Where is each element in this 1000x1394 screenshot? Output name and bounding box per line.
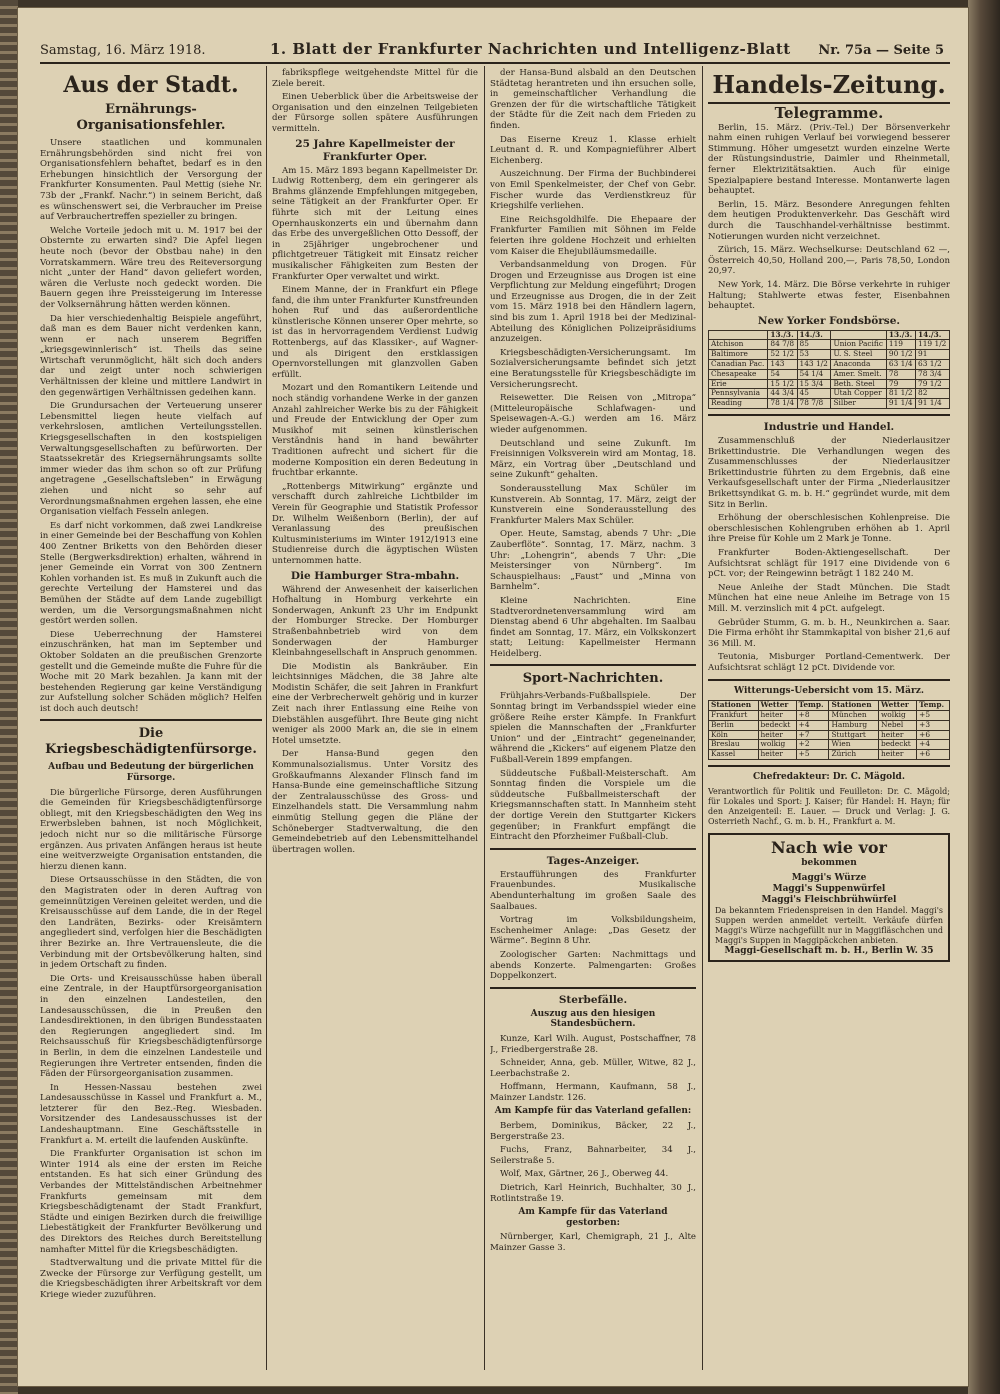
table-cell: 91 — [916, 350, 950, 360]
table-cell: Nebel — [878, 720, 916, 730]
sterbe-line: Wolf, Max, Gärtner, 26 J., Oberweg 44. — [500, 1169, 669, 1180]
section-divider — [40, 719, 262, 721]
column-4 — [708, 68, 950, 1374]
article-paragraph: Zoologischer Garten: Nachmittags und abends Konzerte. Palmengarten: Großes Doppelkonzert. — [490, 949, 696, 982]
table-cell: 78 7/8 — [797, 399, 831, 409]
table-cell: Reading — [709, 399, 768, 409]
table-cell: Silber — [831, 399, 886, 409]
page-right-edge — [968, 0, 1000, 1394]
table-header: Stationen — [829, 701, 879, 711]
table-cell: Amer. Smelt. — [831, 369, 886, 379]
table-header: 13./3. — [768, 330, 797, 340]
editor-line: Verantwortlich für Politik und Feuilleton: Dr. C. Mägold; für Lokales und Sport: J. Kaiser; für Handel: H. Hayn; für den Anzeigenteil: E. Lauer. — Druck und Verlag: J. G. Osterrieth Nachf., G. m. b. H., Frankfurt a. M. — [708, 786, 950, 826]
table-header: Temp. — [796, 701, 829, 711]
table-cell: 63 1/2 — [916, 360, 950, 370]
table-header: Temp. — [917, 701, 950, 711]
table-header: 13./3. — [886, 330, 915, 340]
table-cell: heiter — [758, 730, 796, 740]
table-cell: 79 1/2 — [916, 379, 950, 389]
table-cell: 90 1/2 — [886, 350, 915, 360]
table-cell: +2 — [796, 740, 829, 750]
section-divider — [708, 679, 950, 681]
article-paragraph: Am 15. März 1893 begann Kapellmeister Dr. Ludwig Rottenberg, dem ein geringerer als Brahms glänzende Empfehlungen mitgegeben, seine Tätigkeit an der Frankfurter Oper. Er führte sich mit der Leitung eines Opernhauskonzerts ein und übernahm dann das Erbe des unvergeßlichen Otto Dessoff, der in 25jähriger ungebrochener und pflichtgetreuer Tätigkeit mit Einsatz reicher musikalischer Fähigkeiten zum Besten der Frankfurter Oper verwaltet und wirkt. — [272, 165, 478, 282]
table-cell: +6 — [917, 750, 950, 760]
table-header-row — [709, 330, 950, 340]
table-cell: heiter — [758, 750, 796, 760]
table-cell: Köln — [709, 730, 759, 740]
table-cell: 63 1/4 — [886, 360, 915, 370]
sterbe-line: Dietrich, Karl Heinrich, Buchhalter, 30 J., Rotlintstraße 19. — [490, 1183, 696, 1204]
table-cell: Baltimore — [709, 350, 768, 360]
article-paragraph: Verbandsanmeldung von Drogen. Für Drogen und Erzeugnisse aus Drogen ist eine Verpflichtung zur Meldung eingeführt; Drogen und Erzeugnisse aus Drogen, die in der Zeit vom 15. März 1918 bei den Händlern lagern, sind bis zum 1. April 1918 bei der Medizinal-Abteilung des Königlichen Polizeipräsidiums anzuzeigen. — [490, 260, 696, 345]
table-cell: heiter — [878, 750, 916, 760]
sterbe-line: Berbem, Dominikus, Bäcker, 22 J., Bergerstraße 23. — [490, 1121, 696, 1142]
weather-table — [708, 700, 950, 760]
article-paragraph: Es darf nicht vorkommen, daß zwei Landkreise in einer Gemeinde bei der Beschaffung von Kohlen 400 Zentner Briketts von den Behörden dieser Stelle (Bergwerksdirektion) erhalten, während in jener Gemeinde ein Vorrat von 300 Zentnern Kohlen vorhanden ist. Es muß in Zukunft auch die gerechte Verteilung der Hamsterei und das Bemühen der Städte auf dem Lande zugebilligt werden, um die Versorgungsmaßnahmen nicht gestört werden sollen. — [40, 520, 262, 627]
article-paragraph: Zusammenschluß der Niederlausitzer Brikettindustrie. Die Verhandlungen wegen des Zusammenschlusses der Niederlausitzer Brikettindustrie führten zu dem Ergebnis, daß eine Verkaufsgesellschaft unter der Firma „Niederlausitzer Brikettsyndikat G. m. b. H.“ gegründet wurde, mit dem Sitz in Berlin. — [708, 436, 950, 510]
table-cell: Pennsylvania — [709, 389, 768, 399]
table-cell: heiter — [758, 710, 796, 720]
article-paragraph: Auszeichnung. Der Firma der Buchbinderei von Emil Spenkelmeister, der Chef von Gebr. Fischer wurde das Verdienstkreuz für Kriegshilfe verliehen. — [490, 169, 696, 212]
table-cell: 53 — [797, 350, 831, 360]
article-paragraph: Sonderausstellung Max Schüler im Kunstverein. Ab Sonntag, 17. März, zeigt der Kunstverein eine Sonderausstellung des Frankfurter Malers Max Schüler. — [490, 483, 696, 526]
table-row — [709, 710, 950, 720]
table-cell: 52 1/2 — [768, 350, 797, 360]
table-cell: 119 — [886, 340, 915, 350]
article-paragraph: der Hansa-Bund alsbald an den Deutschen Städtetag herantreten und ihn ersuchen solle, in gemeinschaftlicher Verhandlung die Grenzen der für die wirtschaftliche Tätigkeit der Städte für die Zeit nach dem Frieden zu finden. — [490, 68, 696, 131]
section-divider — [490, 664, 696, 666]
editor-line: Chefredakteur: Dr. C. Mägold. — [753, 771, 905, 782]
table-cell: Frankfurt — [709, 710, 759, 720]
table-cell: +6 — [917, 730, 950, 740]
article-paragraph: Kleine Nachrichten. Eine Stadtverordnetenversammlung wird am Dienstag abend 6 Uhr abgehalten. Im Saalbau findet am Sonntag, 17. März, ein Volkskonzert statt; Leitung: Kapellmeister Hermann Heidelberg. — [490, 595, 696, 659]
table-cell: Erie — [709, 379, 768, 389]
article-paragraph: In Hessen-Nassau bestehen zwei Landesausschüsse in Kassel und Frankfurt a. M., letzterer für den Bez.-Reg. Wiesbaden. Vorsitzender des Landesausschusses ist der Landeshauptmann. Eine Geschäftsstelle in Frankfurt a. M. erteilt die laufenden Auskünfte. — [40, 1082, 262, 1146]
ad-product: Maggi's Suppenwürfel — [772, 883, 886, 894]
table-cell: +7 — [796, 730, 829, 740]
ny-table-title: New Yorker Fondsbörse. — [757, 314, 901, 327]
table-cell: 54 — [768, 369, 797, 379]
ad-product: Maggi's Würze — [791, 872, 867, 883]
sport-title: Sport-Nachrichten. — [522, 671, 664, 687]
table-row — [709, 360, 950, 370]
article-paragraph: Unsere staatlichen und kommunalen Ernährungsbehörden sind nicht frei von Organisationsfehlern behaftet, bedarf es in den Erhebungen hinsichtlich der Versorgung der Frankfurter Konsumenten. Paul Mettig (siehe Nr. 73b der „Frankf. Nachr.“) in seinem Bericht, daß es wünschenswert sei, die Verbraucher im Preise auf Verbrauchertreffen spezieller zu bringen. — [40, 138, 262, 223]
article-paragraph: Einem Manne, der in Frankfurt ein Pflege fand, die ihm unter Frankfurter Kunstfreunden hohen Ruf und das außerordentliche künstlerische Können unserer Oper mehrte, so ist das in hervorragendem Verdienst Ludwig Rottenbergs, auf das Klassiker-, auf Wagner- und als Dirigent den erstklassigen Opernvorstellungen mit glanzvollen Gaben erfüllt. — [272, 285, 478, 380]
column-rule — [266, 66, 267, 1370]
table-row — [709, 740, 950, 750]
table-cell: Breslau — [709, 740, 759, 750]
table-cell: 82 — [916, 389, 950, 399]
table-cell: 44 3/4 — [768, 389, 797, 399]
table-row — [709, 730, 950, 740]
article-paragraph: Süddeutsche Fußball-Meisterschaft. Am Sonntag finden die Vorspiele um die süddeutsche Fußballmeisterschaft der Kriegsmannschaften statt. In Mannheim steht der dortige Verein den Stuttgarter Kickers gegenüber; in Frankfurt empfängt die Eintracht den Pforzheimer Fußball-Club. — [490, 768, 696, 843]
article-paragraph: Eine Reichsgoldhilfe. Die Ehepaare der Frankfurter Familien mit Söhnen im Felde feierten ihre goldene Hochzeit und erhielten vom Kaiser die Ehejubiläumsmedaille. — [490, 214, 696, 257]
masthead-page: Nr. 75a — Seite 5 — [818, 43, 944, 58]
article-paragraph: Da hier verschiedenhaltig Beispiele angeführt, daß man es dem Bauer nicht verdenken kann, wenn er nach unserem Begriffen „kriegsgewinnlerisch“ ist. Theils das seine Wirtschaft verunmöglicht, hält sich doch anders dar und zeigt unter noch schwierigen Verhältnissen der kleine und mittlere Landwirt in den gegenwärtigen Verhältnissen gedeihen kann. — [40, 313, 262, 398]
table-cell: Kassel — [709, 750, 759, 760]
table-cell: bedeckt — [878, 740, 916, 750]
sterbe-subheading: Am Kampfe für das Vaterland gestorben: — [518, 1207, 668, 1228]
section-divider — [708, 765, 950, 767]
sterbe-line: Kunze, Karl Wilh. August, Postschaffner, 78 J., Friedbergerstraße 28. — [490, 1033, 696, 1055]
article-paragraph: Zürich, 15. März. Wechselkurse: Deutschland 62 —, Österreich 40,50, Holland 200,—, Paris 78,50, London 20,97. — [708, 245, 950, 277]
column-rule — [484, 66, 485, 1370]
section-divider — [490, 848, 696, 850]
table-cell: Atchison — [709, 340, 768, 350]
table-row — [709, 399, 950, 409]
table-row — [709, 389, 950, 399]
article-paragraph: Das Eiserne Kreuz 1. Klasse erhielt Leutnant d. R. und Kompagnieführer Albert Eichenberg. — [490, 134, 696, 166]
page-left-edge — [0, 0, 18, 1394]
table-cell: Chesapeake — [709, 369, 768, 379]
table-cell: U. S. Steel — [831, 350, 886, 360]
article-paragraph: Diese Ortsausschüsse in den Städten, die von den Magistraten oder in deren Auftrag von gemeinnützigen Vereinen geleitet werden, und die Kreisausschüsse auf dem Lande, die in der Regel den Landräten, Bezirks- oder Kreisämtern angegliedert sind, verfolgen hier die Beschädigten ihrer Bezirke an. Ihre Vertrauensleute, die die Verbindung mit der Ortsbevölkerung halten, sind in jedem Ortschaft zu finden. — [40, 875, 262, 971]
table-cell: Utah Copper — [831, 389, 886, 399]
table-cell: 119 1/2 — [916, 340, 950, 350]
table-cell: +5 — [796, 750, 829, 760]
article-paragraph: New York, 14. März. Die Börse verkehrte in ruhiger Haltung; Stahlwerte etwas fester, Eisenbahnen behauptet. — [708, 279, 950, 312]
weather-title: Witterungs-Uebersicht vom 15. März. — [734, 685, 924, 696]
table-cell: +4 — [917, 740, 950, 750]
article-paragraph: Die bürgerliche Fürsorge, deren Ausführungen die Gemeinden für Kriegsbeschädigtenfürsorge obliegt, mit den Kriegsbeschädigten den Weg ins Erwerbsleben bahnen, ist noch Möglichkeit, jedoch nicht nur so die militärische Fürsorge ergänzen. Aus privaten Anfängen heraus ist heute eine weitverzweigte Organisation entstanden, die hierzu dienen kann. — [40, 787, 262, 872]
article-paragraph: Oper. Heute, Samstag, abends 7 Uhr: „Die Zauberflöte“. Sonntag, 17. März, nachm. 3 Uhr: „Lohengrin“, abends 7 Uhr: „Die Meistersinger von Nürnberg“. Im Schauspielhaus: „Faust“ und „Minna von Barnhelm“. — [490, 529, 696, 593]
table-header: Wetter — [878, 701, 916, 711]
ad-title: Nach wie vor — [771, 837, 887, 857]
article-paragraph: Reisewetter. Die Reisen von „Mitropa“ (Mitteleuropäische Schlafwagen- und Speisewagen-A.-G.) werden am 16. März wieder aufgenommen. — [490, 393, 696, 435]
table-cell: 91 1/4 — [916, 399, 950, 409]
industrie-title: Industrie und Handel. — [763, 421, 895, 434]
article-paragraph: Neue Anleihe der Stadt München. Die Stadt München hat eine neue Anleihe im Betrage von 15 Mill. M. verzinslich mit 4 pCt. aufgelegt. — [708, 582, 950, 614]
ny-stock-table — [708, 330, 950, 409]
sterbe-line: Hoffmann, Hermann, Kaufmann, 58 J., Mainzer Landstr. 126. — [490, 1082, 696, 1103]
article-subtitle: Aufbau und Bedeutung der bürgerlichen Fürsorge. — [48, 762, 254, 784]
telegramme-title: Telegramme. — [774, 104, 884, 122]
table-cell: Wien — [829, 740, 879, 750]
table-header-row — [709, 701, 950, 711]
ad-sub: bekommen — [801, 857, 857, 868]
article-title: Die Kriegsbeschädigtenfürsorge. — [45, 726, 257, 758]
article-paragraph: Erhöhung der oberschlesischen Kohlenpreise. Die oberschlesischen Kohlengruben erhöhen ab 1. April ihre Preise für Kohle um 2 Mark je Tonne. — [708, 513, 950, 545]
table-header: Stationen — [709, 701, 759, 711]
table-cell: 143 — [768, 360, 797, 370]
sterbe-line: Nürnberger, Karl, Chemigraph, 21 J., Alte Mainzer Gasse 3. — [490, 1232, 696, 1253]
maggi-advertisement — [708, 833, 950, 962]
table-cell: +8 — [796, 710, 829, 720]
table-header: Wetter — [758, 701, 796, 711]
table-cell: 143 1/2 — [797, 360, 831, 370]
article-paragraph: Berlin, 15. März. (Priv.-Tel.) Der Börsenverkehr nahm einen ruhigen Verlauf bei vorwiegend besserer Stimmung. Höher umgesetzt wurden einzelne Werte der Rüstungsindustrie, Daimler und Rheinmetall, ferner Elektrizitätsaktien. Auch für einige Spezialpapiere bestand Interesse. Montanwerte lagen behauptet. — [708, 122, 950, 197]
table-cell: 85 — [797, 340, 831, 350]
article-paragraph: Die Frankfurter Organisation ist schon im Winter 1914 als eine der ersten im Reiche entstanden. Es hat sich einer Gründung des Verbandes der Mittelständischen Arbeitnehmer Frankfurts gemeinsam mit dem Kriegsbeschädigtenamt der Stadt Frankfurt, Städte und einigen Bezirken durch die freiwillige Liebestätigkeit der Frankfurter Bevölkerung und des Direktors des Reiches durch Bereitstellung namhafter Mittel für die Kriegsbeschädigten. — [40, 1149, 262, 1255]
article-paragraph: Mozart und den Romantikern Leitende und noch ständig vorhandene Werke in der ganzen Anzahl zahlreicher Werke bis zu der Fähigkeit und Freude der Entwicklung der Oper zum Musikhof mit seinen künstlerischen Verständnis hand in hand bewährter Traditionen aufrecht und sichert für die moderne Komposition ein deren Bedeutung in fruchtbar erkannte. — [272, 383, 478, 479]
section-divider — [708, 414, 950, 416]
table-cell: wolkig — [758, 740, 796, 750]
article-paragraph: Stadtverwaltung und die private Mittel für die Zwecke der Fürsorge zur Verfügung gestellt, um die Kriegsbeschädigten ihrer Arbeitskraft vor dem Kriege wieder zuzuführen. — [40, 1258, 262, 1300]
section-title: Aus der Stadt. — [63, 72, 239, 98]
table-cell: 78 1/4 — [768, 399, 797, 409]
table-cell: 81 1/2 — [886, 389, 915, 399]
table-cell: heiter — [878, 730, 916, 740]
ad-company: Maggi-Gesellschaft m. b. H., Berlin W. 35 — [724, 945, 934, 956]
article-paragraph: Vortrag im Volksbildungsheim, Eschenheimer Anlage: „Das Gesetz der Wärme“. Beginn 8 Uhr. — [490, 915, 696, 947]
table-cell: +3 — [917, 720, 950, 730]
table-cell: Beth. Steel — [831, 379, 886, 389]
table-cell: 54 1/4 — [797, 369, 831, 379]
table-header: 14./3. — [797, 330, 831, 340]
column-rule — [702, 66, 703, 1370]
table-cell: Canadian Pac. — [709, 360, 768, 370]
table-cell: 15 1/2 — [768, 379, 797, 389]
column-1 — [40, 68, 262, 1374]
table-cell: 15 3/4 — [797, 379, 831, 389]
article-paragraph: Die Modistin als Bankräuber. Ein leichtsinniges Mädchen, die 38 Jahre alte Modistin Schäfer, die seit Jahren in Frankfurt eine der Verbrecherwelt gehörig und in kurzer Zeit nach ihrer Entlassung eine Reihe von Diebstählen ausgeführt. Ihre Beute ging nicht weniger als 2000 Mark an, die sie in einem Hotel umsetzte. — [272, 661, 478, 746]
sterbe-title: Sterbefälle. — [558, 993, 628, 1006]
sterbe-intro: Auszug aus den hiesigen Standesbüchern. — [530, 1008, 656, 1030]
tages-title: Tages-Anzeiger. — [546, 854, 640, 867]
table-cell: 78 — [886, 369, 915, 379]
table-cell: wolkig — [878, 710, 916, 720]
section-divider — [490, 987, 696, 989]
table-cell: bedeckt — [758, 720, 796, 730]
article-paragraph: Während der Anwesenheit der kaiserlichen Hofhaltung in Homburg verkehrte ein Sonderwagen, Ankunft 23 Uhr im Endpunkt der Homburger Strecke. Der Homburger Straßenbahnbetrieb wird von dem Sonderwagen der Hamburger Kleinbahngesellschaft in Anspruch genommen. — [272, 584, 478, 659]
article-paragraph: Gebrüder Stumm, G. m. b. H., Neunkirchen a. Saar. Die Firma erhöht ihr Stammkapital von bisher 21,6 auf 36 Mill. M. — [708, 617, 950, 649]
article-heading: 25 Jahre Kapellmeister der Frankfurter Oper. — [295, 137, 455, 163]
article-paragraph: Frühjahrs-Verbands-Fußballspiele. Der Sonntag bringt im Verbandsspiel wieder eine größere Reihe erster Kämpfe. In Frankfurt spielen die Mannschaften der „Frankfurter Union“ und der „Eintracht“ gegeneinander, während die „Kickers“ auf eigenem Platze den Fußball-Verein 1899 empfangen. — [490, 691, 696, 766]
masthead-title: 1. Blatt der Frankfurter Nachrichten und Intelligenz-Blatt — [270, 40, 791, 58]
sterbe-subheading: Am Kampfe für das Vaterland gefallen: — [494, 1106, 692, 1117]
table-cell: München — [829, 710, 879, 720]
table-cell: Berlin — [709, 720, 759, 730]
table-cell: 79 — [886, 379, 915, 389]
table-cell: 84 7/8 — [768, 340, 797, 350]
table-cell: Zürich — [829, 750, 879, 760]
article-paragraph: „Rottenbergs Mitwirkung“ ergänzte und verschafft durch zahlreiche Lichtbilder im Verein für Geographie und Statistik Professor Dr. Wilhelm Weißenborn (Berlin), der auf Veranlassung des preußischen Kultusministeriums im Winter 1912/1913 eine Studienreise durch die ägyptischen Wüsten unternommen hatte. — [272, 481, 478, 566]
article-paragraph: Deutschland und seine Zukunft. Im Freisinnigen Volksverein wird am Montag, 18. März, ein Vortrag über „Deutschland und seine Zukunft“ gehalten. — [490, 438, 696, 481]
table-row — [709, 750, 950, 760]
article-paragraph: Kriegsbeschädigten-Versicherungsamt. Im Sozialversicherungsamte befindet sich jetzt eine Beratungsstelle für Kriegsbeschädigte im Versicherungsrecht. — [490, 347, 696, 390]
article-paragraph: Frankfurter Boden-Aktiengesellschaft. Der Aufsichtsrat schlägt für 1917 eine Dividende von 6 pCt. vor; der Reingewinn beträgt 1 182 240 M. — [708, 548, 950, 580]
table-cell: Union Pacific — [831, 340, 886, 350]
article-paragraph: Diese Ueberrechnung der Hamsterei einzuschränken, hat man im September und Oktober Soldaten an die preußischen Grenzorte gestellt und die Gemeinde mußte die Fuhre für die Woche mit 20 Mark bezahlen. Ja kann mit der bestehenden Regierung gar keine Verständigung zur Aufstellung solcher Schäden möglich? Helfen ist doch auch deutsch! — [40, 629, 262, 714]
table-cell: Stuttgart — [829, 730, 879, 740]
table-cell: 91 1/4 — [886, 399, 915, 409]
sterbe-line: Fuchs, Franz, Bahnarbeiter, 34 J., Seilerstraße 5. — [490, 1145, 696, 1166]
sterbe-line: Schneider, Anna, geb. Müller, Witwe, 82 J., Leerbachstraße 2. — [490, 1058, 696, 1079]
article-heading: Die Hamburger Stra-mbahn. — [290, 569, 460, 582]
table-row — [709, 720, 950, 730]
column-2 — [272, 68, 478, 1374]
article-paragraph: Berlin, 15. März. Besondere Anregungen fehlten dem heutigen Produktenverkehr. Das Geschäft wird durch die Tauschhandel-verhältnisse bestimmt. Notierungen wurden nicht verzeichnet. — [708, 199, 950, 242]
masthead — [40, 40, 950, 64]
article-paragraph: Die Grundursachen der Verteuerung unserer Lebensmittel liegen heute vielfach auf verkehrslosen, amtlichen Verteilungsstellen. Kriegsgesellschaften in den kostspieligen Verwaltungsgesellschaften zu befürworten. Der Staatssekretär des Kriegsernährungsamts sollte immer wieder das ihm schon so oft zur Prüfung angetragene „Gesellschaftsleben“ in Erwägung ziehen und nicht so sehr auf Verordnungsmaßnahmen ergehen lassen, ehe eine Organisation vielfach Fesseln anlegen. — [40, 401, 262, 518]
article-paragraph: Teutonia, Misburger Portland-Cementwerk. Der Aufsichtsrat schlägt 12 pCt. Dividende vor. — [708, 652, 950, 673]
table-row — [709, 369, 950, 379]
table-cell: Anaconda — [831, 360, 886, 370]
table-cell: +5 — [917, 710, 950, 720]
table-header: 14./3. — [916, 330, 950, 340]
article-paragraph: Der Hansa-Bund gegen den Kommunalsozialismus. Unter Vorsitz des Großkaufmanns Alexander Flinsch fand im Hansa-Bunde eine gemeinschaftliche Sitzung der Zentralausschüsse des Gross- und Einzelhandels statt. Die Versammlung nahm einmütig Stellung gegen die Pläne der Schöneberger Stadtverwaltung, die den Gemeindebetrieb auf den Lebensmittelhandel übertragen wollen. — [272, 749, 478, 855]
article-paragraph: fabrikspflege weitgehendste Mittel für die Ziele bereit. — [272, 68, 478, 89]
handels-title: Handels-Zeitung. — [708, 70, 950, 104]
table-cell: 78 3/4 — [916, 369, 950, 379]
ad-product: Maggi's Fleischbrühwürfel — [761, 894, 897, 905]
table-cell: 45 — [797, 389, 831, 399]
article-paragraph: Erstaufführungen des Frankfurter Frauenbundes. Musikalische Abendunterhaltung im großen Saale des Saalbaues. — [490, 869, 696, 912]
article-paragraph: Die Orts- und Kreisausschüsse haben überall eine Zentrale, in der Hauptfürsorgeorganisation in den einzelnen Landesteilen, den Landesausschüssen, die in Preußen den Landesdirektionen, in den übrigen Bundesstaaten den Regierungen angegliedert sind. Im Reichsausschuß für Kriegsbeschädigtenfürsorge in Berlin, in dem die einzelnen Landesteile und Regierungen ihre Vertreter entsenden, finden die Fäden der Fürsorgeorganisation zusammen. — [40, 973, 262, 1080]
article-paragraph: Welche Vorteile jedoch mit u. M. 1917 bei der Obsternte zu erwarten sind? Die Apfel liegen heute noch (bevor der Obstbau nahe) in den Vorratskammern. Wäre treu des Reiteversorgung nicht „unter der Hand“ davon geliefert worden, wären die Verluste noch gedeckt worden. Die Bauern gegen ihre Preissteigerung im Interesse der Volksernährung hätten werden können. — [40, 225, 262, 310]
article-title: Ernährungs-Organisationsfehler. — [76, 102, 226, 133]
ad-text: Da bekanntem Friedenspreisen in den Handel. Maggi's Suppen werden anmeldet verteilt. Verkäufe dürfen Maggi's Würze nachgefüllt nur in Maggifläschchen und Maggi's Suppen in Maggipäckchen anbieten. — [715, 905, 943, 945]
table-cell: Hamburg — [829, 720, 879, 730]
article-paragraph: Einen Ueberblick über die Arbeitsweise der Organisation und den einzelnen Teilgebieten der Fürsorge sollen spätere Ausführungen vermitteln. — [272, 92, 478, 134]
masthead-date: Samstag, 16. März 1918. — [40, 43, 206, 58]
column-3 — [490, 68, 696, 1374]
table-cell: +4 — [796, 720, 829, 730]
